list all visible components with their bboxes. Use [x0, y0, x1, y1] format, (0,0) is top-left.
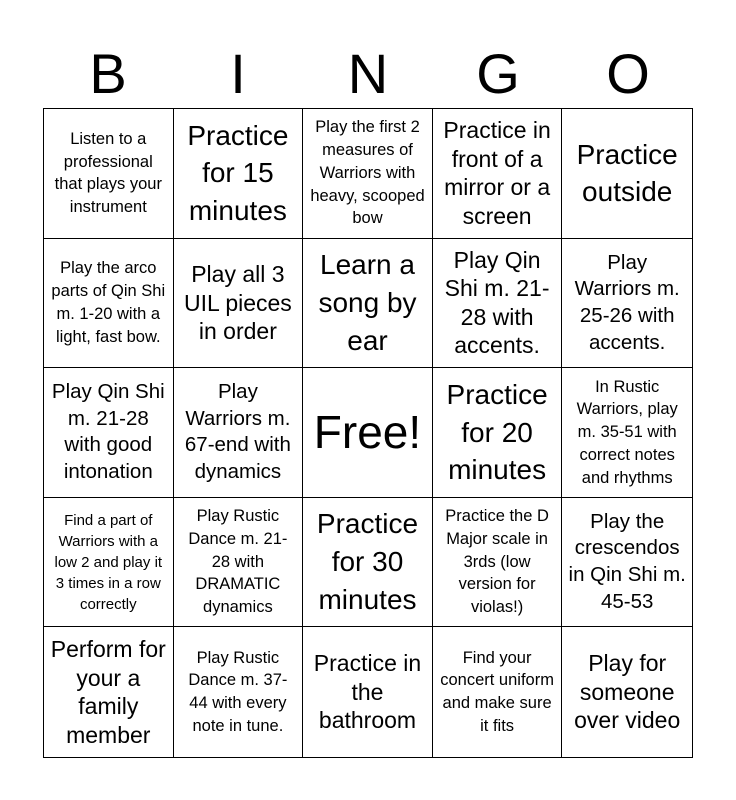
cell-text: Play the first 2 measures of Warriors with heavy, scooped bow — [310, 118, 425, 228]
free-space-cell[interactable] — [303, 368, 433, 498]
cell-text: Find your concert uniform and make sure it fits — [440, 648, 554, 735]
header-letter-g: G — [476, 42, 520, 105]
bingo-cell[interactable] — [44, 239, 174, 369]
cell-text: Play for someone over video — [574, 650, 681, 734]
bingo-cell[interactable] — [303, 109, 433, 239]
cell-text: Play the crescendos in Qin Shi m. 45-53 — [568, 509, 686, 613]
bingo-cell[interactable] — [44, 109, 174, 239]
bingo-cell[interactable] — [562, 239, 692, 369]
cell-text: Play Qin Shi m. 21-28 with good intonation — [51, 380, 165, 484]
bingo-cell[interactable] — [433, 239, 563, 369]
cell-text: Find a part of Warriors with a low 2 and play it 3 times in a row correctly — [54, 511, 163, 613]
header-letter-n: N — [347, 42, 389, 105]
header-letter-i: I — [230, 42, 246, 105]
cell-text: Practice for 20 minutes — [446, 378, 548, 486]
bingo-cell[interactable] — [174, 239, 304, 369]
cell-text: Play Rustic Dance m. 37-44 with every note in tune. — [188, 648, 288, 735]
bingo-cell[interactable] — [562, 627, 692, 757]
cell-text: Play Warriors m. 25-26 with accents. — [574, 250, 680, 354]
bingo-cell[interactable] — [433, 368, 563, 498]
cell-text: Practice for 30 minutes — [316, 508, 419, 615]
bingo-cell[interactable] — [44, 627, 174, 757]
bingo-cell[interactable] — [174, 498, 304, 628]
header-letter-b: B — [89, 42, 127, 105]
bingo-header — [43, 40, 693, 108]
cell-text: Perform for your a family member — [50, 636, 166, 748]
bingo-cell[interactable] — [174, 627, 304, 757]
cell-text: Practice the D Major scale in 3rds (low version for violas!) — [445, 507, 549, 617]
header-letter-o: O — [606, 42, 650, 105]
bingo-cell[interactable] — [44, 498, 174, 628]
bingo-cell[interactable] — [433, 627, 563, 757]
cell-text: In Rustic Warriors, play m. 35-51 with correct notes and rhythms — [576, 377, 678, 487]
cell-text: Play Qin Shi m. 21-28 with accents. — [444, 246, 550, 359]
bingo-cell[interactable] — [174, 109, 304, 239]
cell-text: Practice in the bathroom — [313, 650, 422, 734]
bingo-cell[interactable] — [433, 109, 563, 239]
bingo-cell[interactable] — [303, 627, 433, 757]
cell-text: Practice outside — [576, 138, 678, 208]
bingo-cell[interactable] — [44, 368, 174, 498]
free-space-text: Free! — [313, 406, 422, 459]
bingo-cell[interactable] — [562, 109, 692, 239]
bingo-board — [43, 108, 693, 758]
cell-text: Play the arco parts of Qin Shi m. 1-20 with a light, fast bow. — [51, 259, 166, 346]
cell-text: Practice for 15 minutes — [187, 119, 289, 227]
bingo-cell[interactable] — [303, 239, 433, 369]
cell-text: Play Rustic Dance m. 21-28 with DRAMATIC dynamics — [188, 507, 288, 617]
cell-text: Learn a song by ear — [318, 249, 417, 356]
cell-text: Practice in front of a mirror or a screen — [443, 117, 551, 229]
bingo-cell[interactable] — [433, 498, 563, 628]
cell-text: Play Warriors m. 67-end with dynamics — [184, 380, 291, 484]
bingo-cell[interactable] — [303, 498, 433, 628]
cell-text: Play all 3 UIL pieces in order — [183, 261, 292, 345]
bingo-cell[interactable] — [562, 368, 692, 498]
bingo-cell[interactable] — [174, 368, 304, 498]
bingo-cell[interactable] — [562, 498, 692, 628]
cell-text: Listen to a professional that plays your instrument — [54, 129, 162, 217]
